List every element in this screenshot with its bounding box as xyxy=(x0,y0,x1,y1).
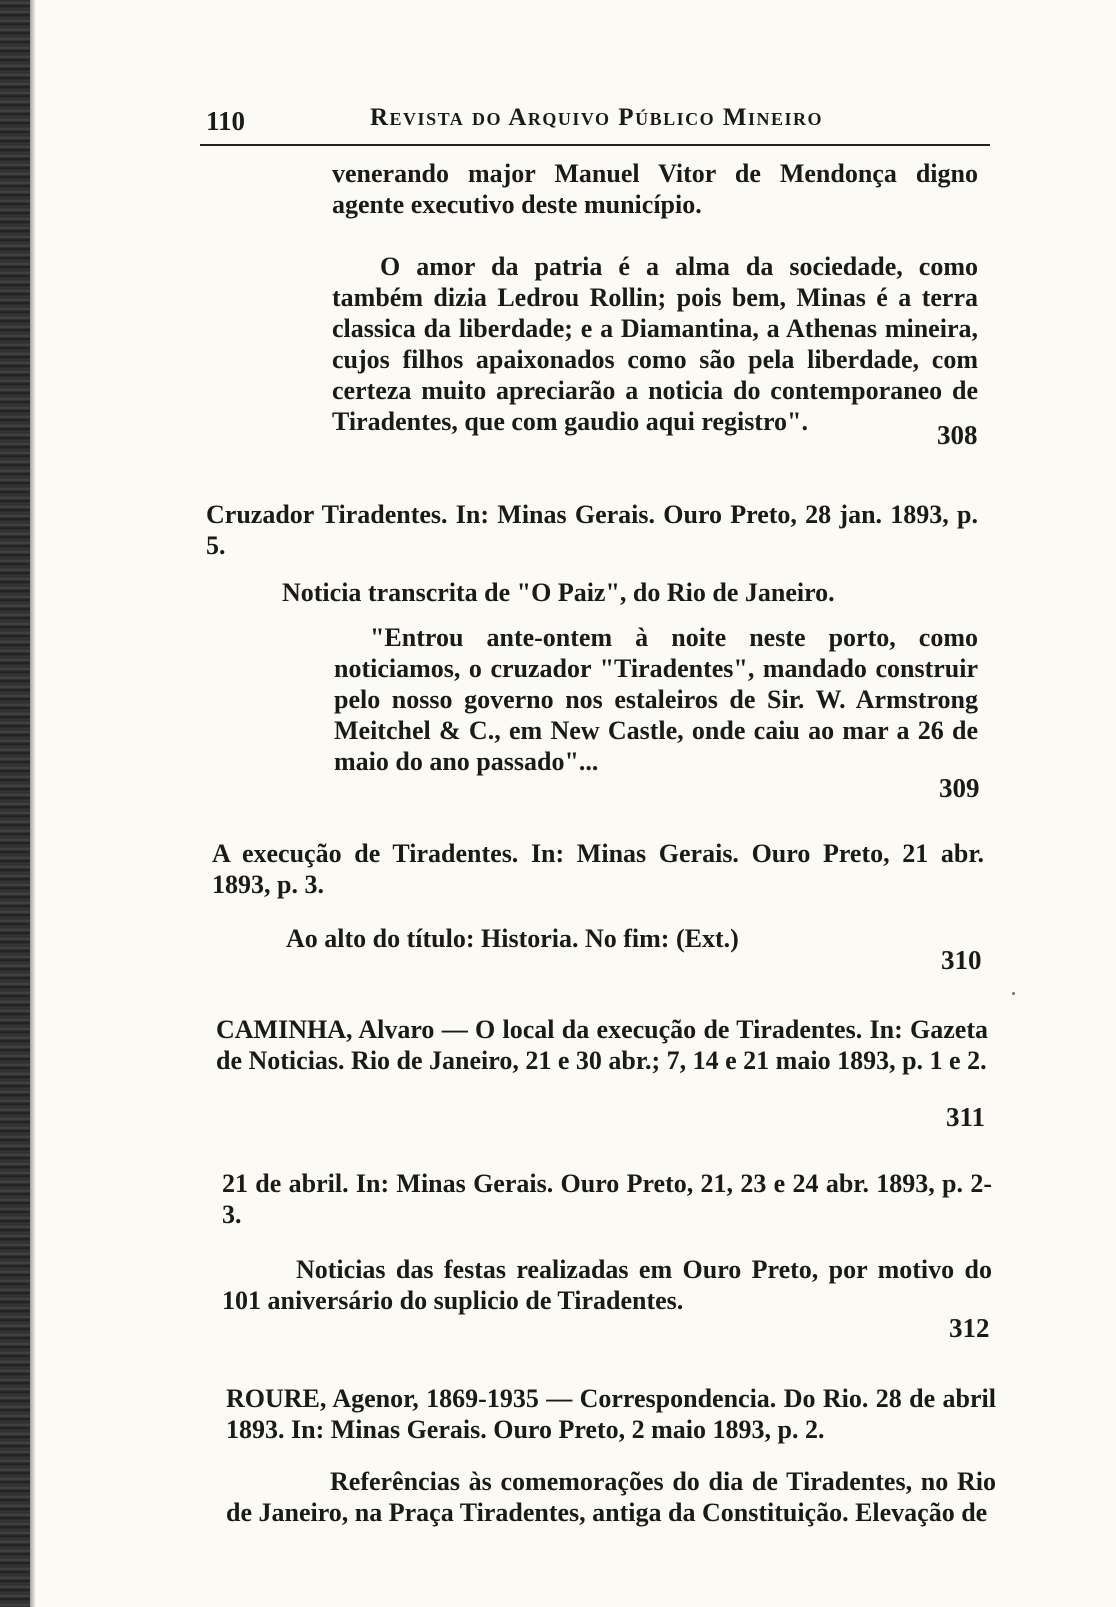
entry-309-quote: "Entrou ante-ontem à noite neste porto, como noticiamos, o cruzador "Tiradentes", mandado construir pelo nosso governo nos estaleiros de Sir. W. Armstrong Meitchel & C., em New Castle, onde caiu ao mar a 26 de maio do ano passado"... xyxy=(334,623,978,776)
book-binding-edge xyxy=(0,0,30,1607)
entry-308-continuation: venerando major Manuel Vitor de Mendonça digno agente executivo deste município. xyxy=(332,159,978,219)
page-header xyxy=(200,104,990,146)
entry-309-note: Noticia transcrita de "O Paiz", do Rio de Janeiro. xyxy=(282,578,835,607)
page-number: 110 xyxy=(206,106,246,136)
entry-310-note: Ao alto do título: Historia. No fim: (Ext.) xyxy=(286,924,739,953)
entry-309-citation: Cruzador Tiradentes. In: Minas Gerais. Ouro Preto, 28 jan. 1893, p. 5. xyxy=(206,500,978,560)
scan-speck xyxy=(1012,992,1015,995)
entry-number-310: 310 xyxy=(941,945,982,975)
entry-313-note: Referências às comemorações do dia de Tiradentes, no Rio de Janeiro, na Praça Tiradentes, antiga da Constituição. Elevação de xyxy=(226,1467,996,1527)
entry-308-quote: O amor da patria é a alma da sociedade, como também dizia Ledrou Rollin; pois bem, Minas é a terra classica da liberdade; e a Diamantina, a Athenas mineira, cujos filhos apaixonados como são pela liberdade, com certeza muito apreciarão a noticia do contemporaneo de Tiradentes, que com gaudio aqui registro". xyxy=(332,252,978,436)
entry-number-312: 312 xyxy=(949,1313,990,1343)
entry-312-note: Noticias das festas realizadas em Ouro Preto, por motivo do 101 aniversário do suplicio de Tiradentes. xyxy=(222,1255,992,1315)
entry-number-311: 311 xyxy=(946,1102,986,1132)
entry-313-citation: ROURE, Agenor, 1869-1935 — Correspondencia. Do Rio. 28 de abril 1893. In: Minas Gerais. Ouro Preto, 2 maio 1893, p. 2. xyxy=(226,1384,996,1444)
entry-number-308: 308 xyxy=(937,420,978,450)
entry-311-citation: CAMINHA, Alvaro — O local da execução de Tiradentes. In: Gazeta de Noticias. Rio de Janeiro, 21 e 30 abr.; 7, 14 e 21 maio 1893, p. 1 e 2. xyxy=(216,1015,988,1075)
entry-number-309: 309 xyxy=(939,773,980,803)
entry-312-citation: 21 de abril. In: Minas Gerais. Ouro Preto, 21, 23 e 24 abr. 1893, p. 2-3. xyxy=(222,1169,992,1229)
entry-310-citation: A execução de Tiradentes. In: Minas Gerais. Ouro Preto, 21 abr. 1893, p. 3. xyxy=(212,839,984,899)
running-title: Revista do Arquivo Público Mineiro xyxy=(370,104,823,131)
